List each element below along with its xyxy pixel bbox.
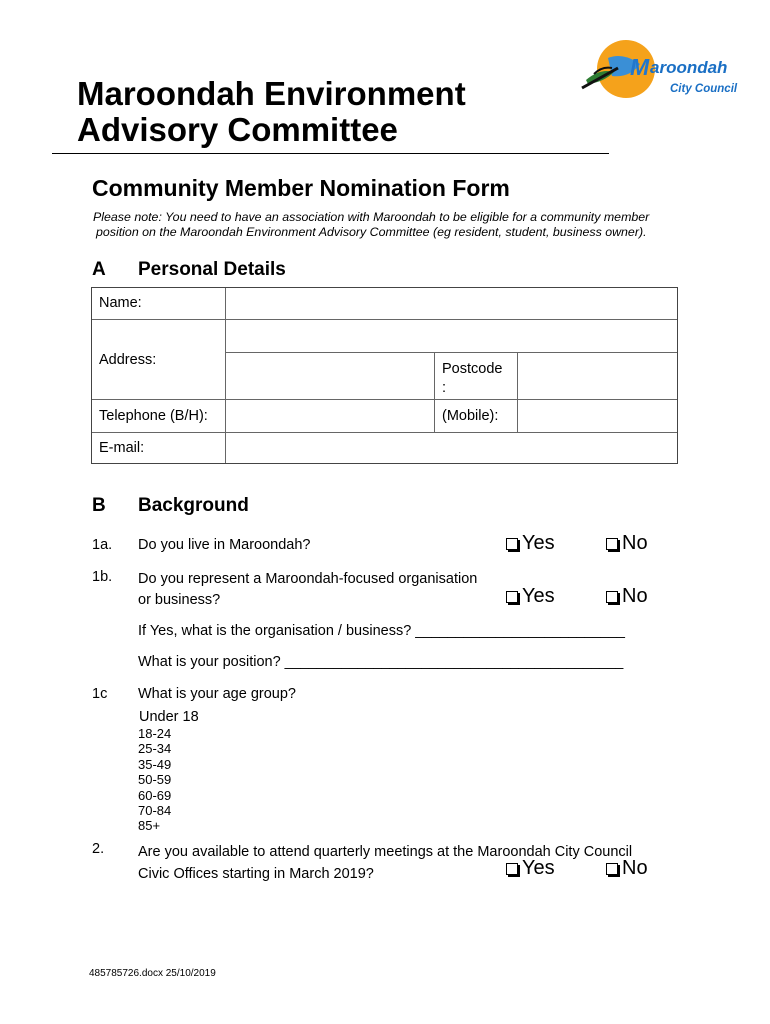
list-item[interactable]: 18-24	[138, 726, 172, 741]
title-divider	[52, 153, 609, 154]
q2-yes-label: Yes	[522, 857, 555, 879]
logo-subtitle: City Council	[670, 83, 738, 95]
postcode-label	[442, 360, 502, 398]
mobile-field[interactable]	[518, 400, 677, 432]
checkbox-icon[interactable]	[606, 863, 618, 875]
q2-yes-option[interactable]	[506, 857, 555, 880]
q1a-yes-label: Yes	[522, 532, 555, 554]
q1b-line-1: Do you represent a Maroondah-focused organisation	[138, 571, 478, 587]
checkbox-icon[interactable]	[506, 538, 518, 550]
q1a-no-option[interactable]	[606, 532, 648, 555]
list-item[interactable]: 50-59	[138, 772, 172, 788]
q2-line-1: Are you available to attend quarterly meetings at the Maroondah City Council	[138, 844, 633, 860]
title-line-1: Maroondah Environment	[77, 75, 466, 112]
q2-no-label: No	[622, 857, 648, 879]
email-label: E-mail:	[99, 440, 145, 456]
q2-text	[138, 841, 632, 885]
title-line-2: Advisory Committee	[77, 111, 398, 148]
personal-details-table	[91, 287, 678, 464]
age-group-list	[138, 709, 199, 834]
position-prompt[interactable]: What is your position? __________________________________________	[138, 654, 624, 670]
q1a-text: Do you live in Maroondah?	[138, 537, 311, 553]
note-line-2: position on the Maroondah Environment Advisory Committee (eg resident, student, business owner).	[96, 225, 647, 239]
q1a-number: 1a.	[92, 537, 113, 553]
q1b-number: 1b.	[92, 569, 113, 585]
page-title	[77, 76, 466, 148]
form-title: Community Member Nomination Form	[92, 175, 510, 201]
council-logo	[578, 38, 748, 100]
name-label: Name:	[99, 295, 142, 311]
q1a-no-label: No	[622, 532, 648, 554]
logo-name: aroondah	[650, 58, 728, 77]
telephone-label: Telephone (B/H):	[99, 408, 208, 424]
section-b-title: Background	[138, 495, 249, 516]
q1b-yes-option[interactable]	[506, 585, 555, 608]
logo-letter: M	[630, 54, 650, 80]
checkbox-icon[interactable]	[606, 591, 618, 603]
list-item[interactable]: 25-34	[138, 741, 172, 757]
q2-line-2: Civic Offices starting in March 2019?	[138, 866, 374, 882]
mobile-label: (Mobile):	[442, 408, 499, 424]
q1b-line-2: or business?	[138, 592, 221, 608]
document-reference: 485785726.docx 25/10/2019	[89, 968, 216, 979]
list-item[interactable]: Under 18	[139, 709, 199, 725]
q1b-no-label: No	[622, 585, 648, 607]
list-item[interactable]: 85+	[138, 818, 161, 834]
q1b-yes-label: Yes	[522, 585, 555, 607]
q1b-no-option[interactable]	[606, 585, 648, 608]
address-field-line-2[interactable]	[226, 353, 434, 399]
name-field[interactable]	[226, 288, 677, 319]
organisation-prompt[interactable]: If Yes, what is the organisation / business? __________________________	[138, 623, 625, 639]
section-a-letter: A	[92, 259, 106, 280]
address-field-line-1[interactable]	[226, 320, 677, 352]
q2-no-option[interactable]	[606, 857, 648, 880]
checkbox-icon[interactable]	[606, 538, 618, 550]
list-item[interactable]: 60-69	[138, 787, 172, 803]
address-label: Address:	[99, 352, 157, 368]
q1a-yes-option[interactable]	[506, 532, 555, 555]
postcode-label-colon: :	[442, 380, 447, 396]
q1c-text: What is your age group?	[138, 686, 296, 702]
postcode-field[interactable]	[518, 353, 677, 399]
note-line-1: Please note: You need to have an association with Maroondah to be eligible for a community member	[93, 210, 650, 224]
postcode-label-text: Postcode	[442, 361, 503, 377]
email-field[interactable]	[226, 433, 677, 463]
q1c-number: 1c	[92, 686, 108, 702]
list-item[interactable]: 35-49	[138, 756, 172, 772]
section-b-letter: B	[92, 495, 106, 516]
eligibility-note	[93, 210, 693, 240]
q1b-text	[138, 569, 477, 611]
section-a-title: Personal Details	[138, 259, 286, 280]
q2-number: 2.	[92, 841, 105, 857]
checkbox-icon[interactable]	[506, 863, 518, 875]
telephone-field[interactable]	[226, 400, 434, 432]
list-item[interactable]: 70-84	[138, 803, 172, 819]
checkbox-icon[interactable]	[506, 591, 518, 603]
